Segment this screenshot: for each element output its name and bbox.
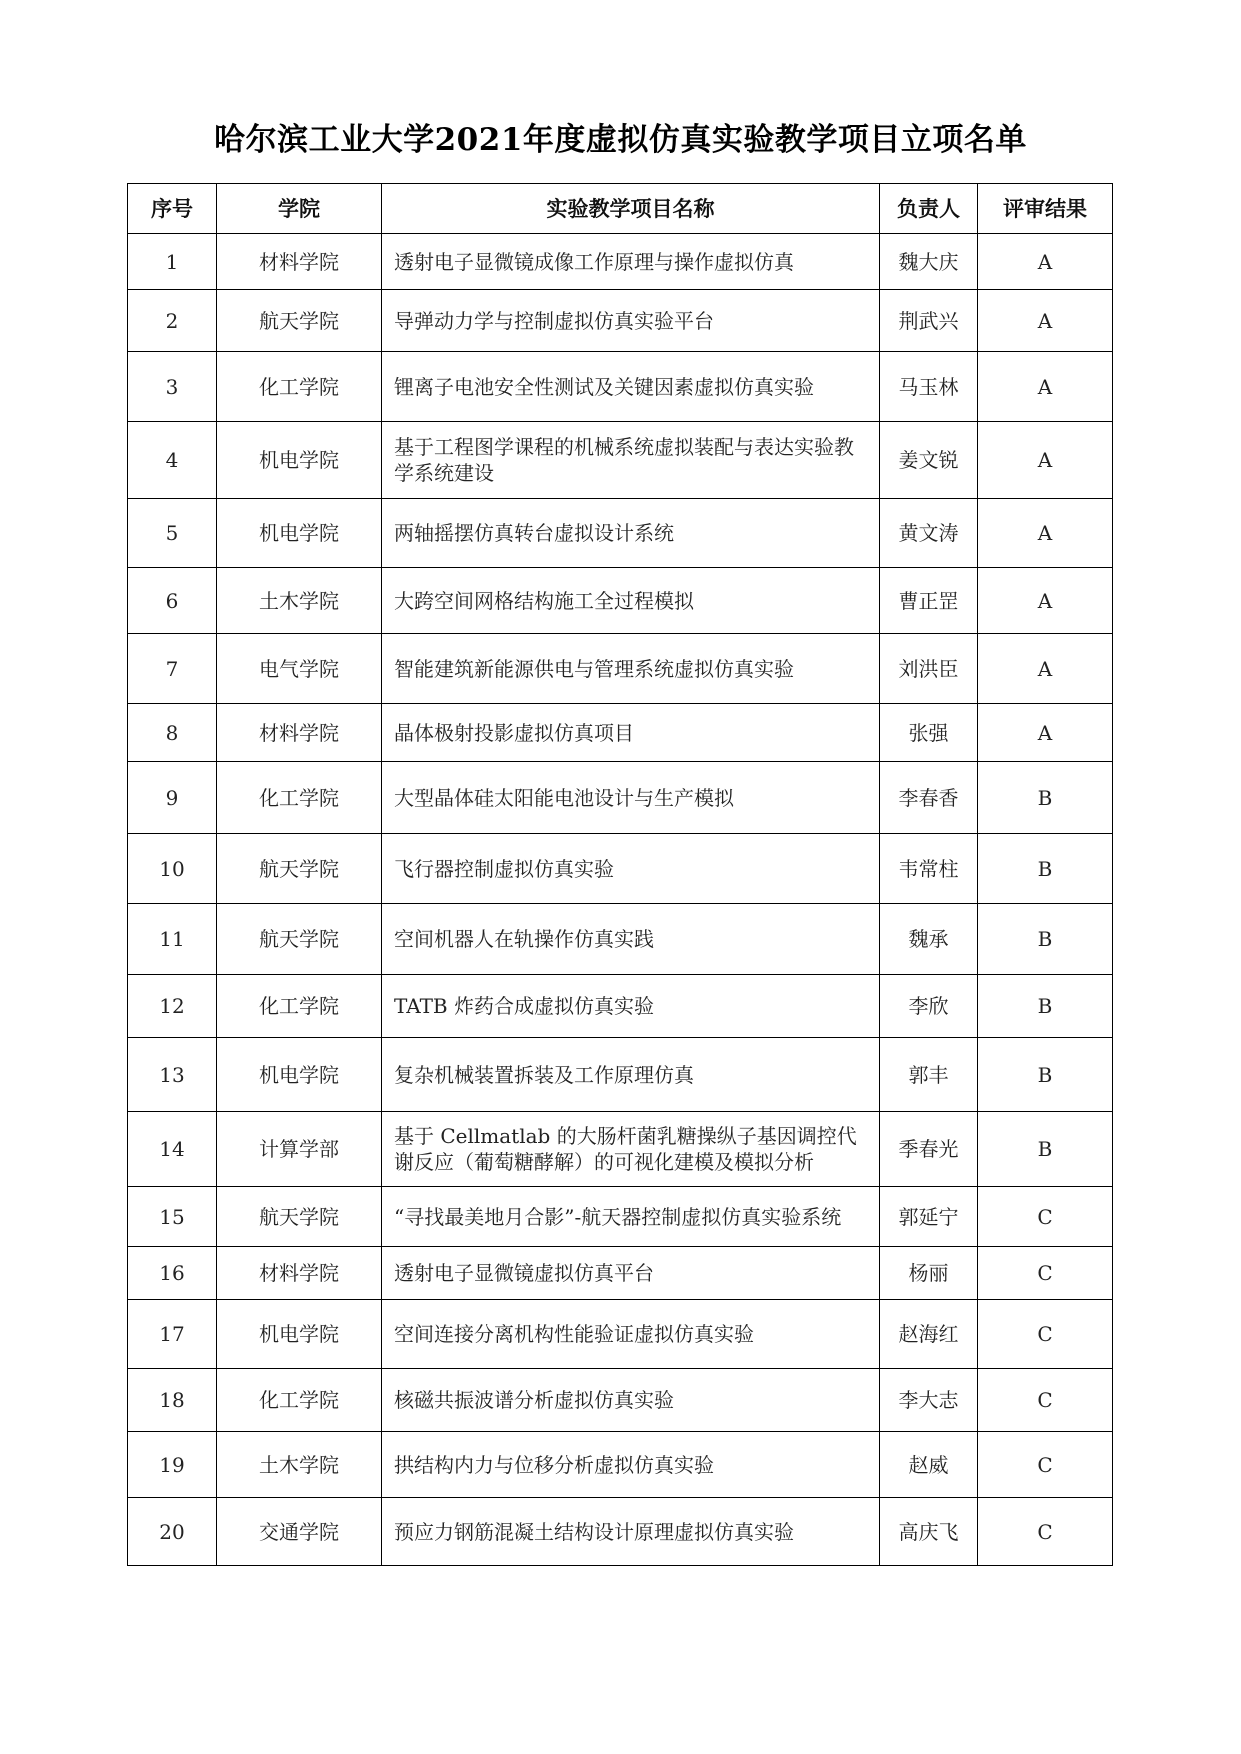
result-cell: A: [978, 568, 1113, 634]
project-name-cell: 空间机器人在轨操作仿真实践: [382, 904, 880, 975]
result-cell: B: [978, 762, 1113, 834]
result-cell: C: [978, 1300, 1113, 1369]
result-cell: A: [978, 422, 1113, 499]
row-number: 14: [128, 1112, 217, 1187]
leader-cell: 张强: [880, 704, 978, 762]
leader-cell: 李欣: [880, 975, 978, 1038]
leader-cell: 赵海红: [880, 1300, 978, 1369]
project-name-cell: 基于 Cellmatlab 的大肠杆菌乳糖操纵子基因调控代谢反应（葡萄糖酵解）的可视化建模及模拟分析: [382, 1112, 880, 1187]
row-number: 3: [128, 352, 217, 422]
project-name-cell: 基于工程图学课程的机械系统虚拟装配与表达实验教学系统建设: [382, 422, 880, 499]
result-cell: A: [978, 634, 1113, 704]
leader-cell: 李春香: [880, 762, 978, 834]
header-leader: 负责人: [880, 184, 978, 234]
leader-cell: 魏大庆: [880, 234, 978, 290]
table-row: [128, 422, 1113, 499]
table-row: [128, 1369, 1113, 1432]
leader-cell: 郭延宁: [880, 1187, 978, 1247]
project-name-cell: 锂离子电池安全性测试及关键因素虚拟仿真实验: [382, 352, 880, 422]
table-row: [128, 1498, 1113, 1566]
project-name-cell: 复杂机械装置拆装及工作原理仿真: [382, 1038, 880, 1112]
leader-cell: 李大志: [880, 1369, 978, 1432]
project-name-cell: 预应力钢筋混凝土结构设计原理虚拟仿真实验: [382, 1498, 880, 1566]
table-row: [128, 975, 1113, 1038]
result-cell: A: [978, 290, 1113, 352]
leader-cell: 姜文锐: [880, 422, 978, 499]
project-name-cell: 拱结构内力与位移分析虚拟仿真实验: [382, 1432, 880, 1498]
row-number: 1: [128, 234, 217, 290]
row-number: 18: [128, 1369, 217, 1432]
table-row: [128, 1432, 1113, 1498]
college-cell: 机电学院: [217, 1038, 382, 1112]
table-row: [128, 1187, 1113, 1247]
table-row: [128, 634, 1113, 704]
college-cell: 材料学院: [217, 234, 382, 290]
table-row: [128, 704, 1113, 762]
college-cell: 航天学院: [217, 290, 382, 352]
project-name-cell: 大型晶体硅太阳能电池设计与生产模拟: [382, 762, 880, 834]
result-cell: C: [978, 1369, 1113, 1432]
table-row: [128, 1247, 1113, 1300]
college-cell: 航天学院: [217, 834, 382, 904]
leader-cell: 赵威: [880, 1432, 978, 1498]
result-cell: C: [978, 1498, 1113, 1566]
result-cell: A: [978, 499, 1113, 568]
leader-cell: 荆武兴: [880, 290, 978, 352]
row-number: 10: [128, 834, 217, 904]
result-cell: B: [978, 1112, 1113, 1187]
leader-cell: 高庆飞: [880, 1498, 978, 1566]
table-row: [128, 290, 1113, 352]
project-name-cell: 飞行器控制虚拟仿真实验: [382, 834, 880, 904]
leader-cell: 杨丽: [880, 1247, 978, 1300]
college-cell: 化工学院: [217, 762, 382, 834]
college-cell: 土木学院: [217, 1432, 382, 1498]
college-cell: 化工学院: [217, 352, 382, 422]
table-row: [128, 1038, 1113, 1112]
table-row: [128, 352, 1113, 422]
project-name-cell: 导弹动力学与控制虚拟仿真实验平台: [382, 290, 880, 352]
row-number: 5: [128, 499, 217, 568]
college-cell: 机电学院: [217, 499, 382, 568]
row-number: 6: [128, 568, 217, 634]
college-cell: 电气学院: [217, 634, 382, 704]
result-cell: C: [978, 1247, 1113, 1300]
result-cell: B: [978, 1038, 1113, 1112]
project-name-cell: 晶体极射投影虚拟仿真项目: [382, 704, 880, 762]
row-number: 9: [128, 762, 217, 834]
header-result: 评审结果: [978, 184, 1113, 234]
project-name-cell: 核磁共振波谱分析虚拟仿真实验: [382, 1369, 880, 1432]
college-cell: 计算学部: [217, 1112, 382, 1187]
row-number: 7: [128, 634, 217, 704]
project-name-cell: 透射电子显微镜虚拟仿真平台: [382, 1247, 880, 1300]
row-number: 2: [128, 290, 217, 352]
header-college: 学院: [217, 184, 382, 234]
result-cell: A: [978, 704, 1113, 762]
result-cell: B: [978, 975, 1113, 1038]
table-row: [128, 834, 1113, 904]
table-row: [128, 904, 1113, 975]
college-cell: 航天学院: [217, 904, 382, 975]
leader-cell: 黄文涛: [880, 499, 978, 568]
row-number: 15: [128, 1187, 217, 1247]
college-cell: 航天学院: [217, 1187, 382, 1247]
leader-cell: 魏承: [880, 904, 978, 975]
project-name-cell: 两轴摇摆仿真转台虚拟设计系统: [382, 499, 880, 568]
row-number: 20: [128, 1498, 217, 1566]
result-cell: A: [978, 234, 1113, 290]
project-name-cell: 智能建筑新能源供电与管理系统虚拟仿真实验: [382, 634, 880, 704]
header-no: 序号: [128, 184, 217, 234]
leader-cell: 韦常柱: [880, 834, 978, 904]
leader-cell: 季春光: [880, 1112, 978, 1187]
row-number: 17: [128, 1300, 217, 1369]
row-number: 13: [128, 1038, 217, 1112]
table-row: [128, 234, 1113, 290]
leader-cell: 曹正罡: [880, 568, 978, 634]
result-cell: B: [978, 834, 1113, 904]
college-cell: 机电学院: [217, 1300, 382, 1369]
project-name-cell: “寻找最美地月合影”-航天器控制虚拟仿真实验系统: [382, 1187, 880, 1247]
result-cell: A: [978, 352, 1113, 422]
result-cell: B: [978, 904, 1113, 975]
table-row: [128, 762, 1113, 834]
table-row: [128, 568, 1113, 634]
project-name-cell: 空间连接分离机构性能验证虚拟仿真实验: [382, 1300, 880, 1369]
college-cell: 交通学院: [217, 1498, 382, 1566]
row-number: 4: [128, 422, 217, 499]
page-title: 哈尔滨工业大学2021年度虚拟仿真实验教学项目立项名单: [214, 122, 1027, 158]
header-project: 实验教学项目名称: [382, 184, 880, 234]
project-name-cell: TATB 炸药合成虚拟仿真实验: [382, 975, 880, 1038]
row-number: 19: [128, 1432, 217, 1498]
college-cell: 化工学院: [217, 975, 382, 1038]
row-number: 12: [128, 975, 217, 1038]
college-cell: 化工学院: [217, 1369, 382, 1432]
result-cell: C: [978, 1187, 1113, 1247]
result-cell: C: [978, 1432, 1113, 1498]
table-row: [128, 1300, 1113, 1369]
table-row: [128, 499, 1113, 568]
college-cell: 材料学院: [217, 704, 382, 762]
leader-cell: 郭丰: [880, 1038, 978, 1112]
college-cell: 机电学院: [217, 422, 382, 499]
row-number: 16: [128, 1247, 217, 1300]
college-cell: 土木学院: [217, 568, 382, 634]
leader-cell: 刘洪臣: [880, 634, 978, 704]
leader-cell: 马玉林: [880, 352, 978, 422]
project-name-cell: 大跨空间网格结构施工全过程模拟: [382, 568, 880, 634]
college-cell: 材料学院: [217, 1247, 382, 1300]
table-row: [128, 1112, 1113, 1187]
project-table: [127, 183, 1113, 1566]
row-number: 8: [128, 704, 217, 762]
row-number: 11: [128, 904, 217, 975]
project-name-cell: 透射电子显微镜成像工作原理与操作虚拟仿真: [382, 234, 880, 290]
table-header-row: [128, 184, 1113, 234]
